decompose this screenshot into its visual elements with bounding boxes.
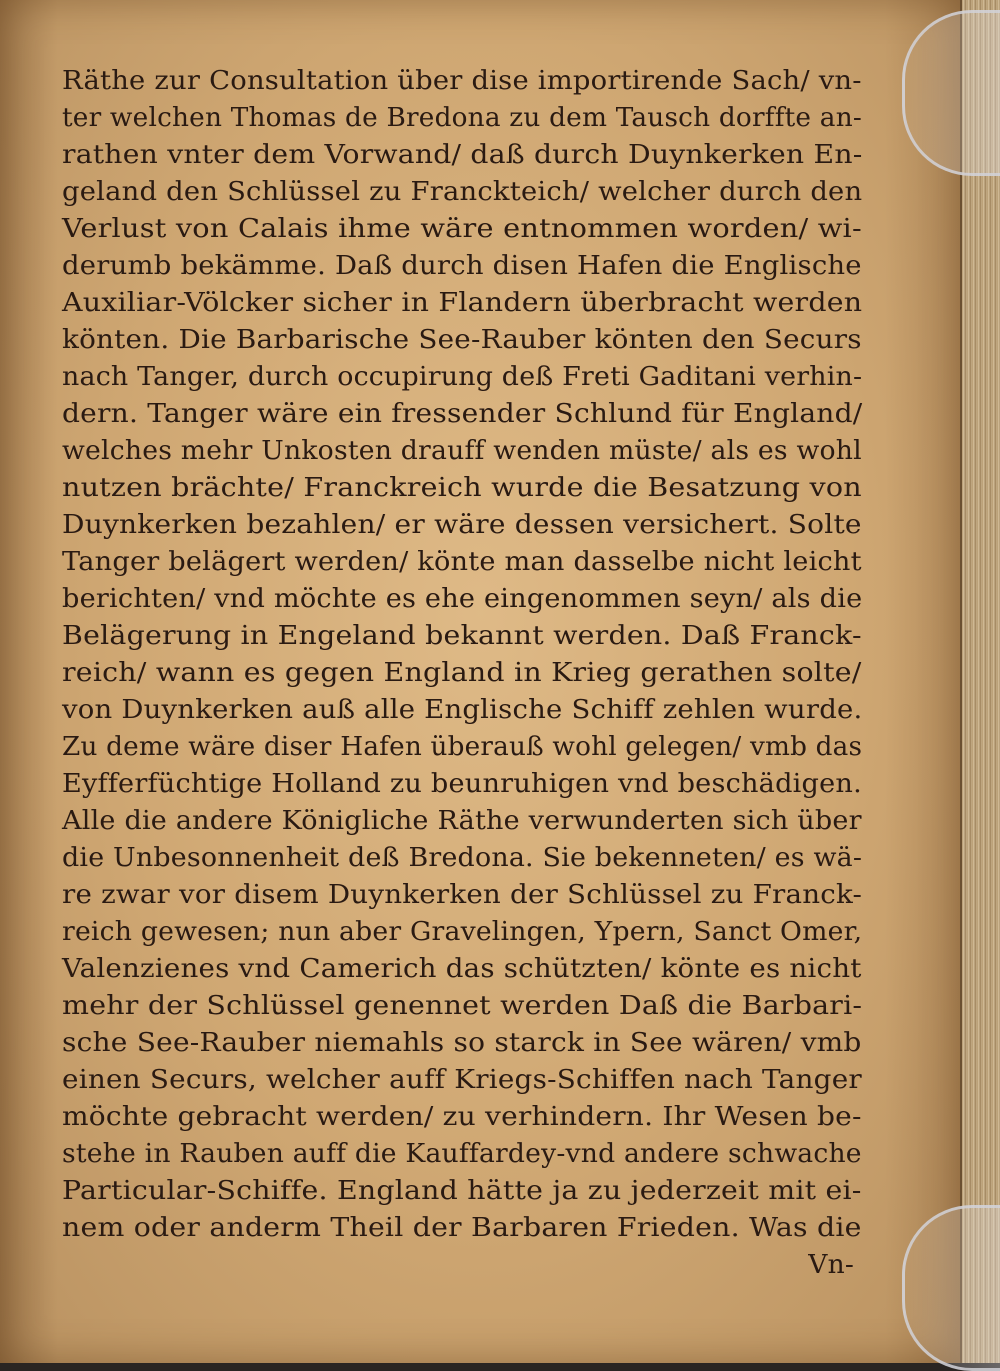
text-line: Verlust von Calais ihme wäre entnommen worden/ wi- [62,213,862,244]
text-line: reich gewesen; nun aber Gravelingen, Ypern, Sanct Omer, [62,916,863,947]
text-line: sche See-Rauber niemahls so starck in See wären/ vmb [62,1027,862,1058]
text-line: welches mehr Unkosten drauff wenden müste/ als es wohl [62,435,862,466]
page-text-block [62,62,862,1283]
text-line: stehe in Rauben auff die Kauffardey-vnd andere schwache [62,1138,862,1169]
text-line: reich/ wann es gegen England in Krieg gerathen solte/ [62,657,862,688]
text-line: Particular-Schiffe. England hätte ja zu jederzeit mit ei- [62,1175,862,1206]
text-line: von Duynkerken auß alle Englische Schiff zehlen wurde. [62,694,863,725]
text-line: einen Securs, welcher auff Kriegs-Schiffen nach Tanger [62,1064,862,1095]
text-line: rathen vnter dem Vorwand/ daß durch Duynkerken En- [62,139,863,170]
text-line: nach Tanger, durch occupirung deß Freti Gaditani verhin- [62,361,863,392]
text-line: nutzen brächte/ Franckreich wurde die Besatzung von [62,472,862,503]
text-line: Alle die andere Königliche Räthe verwunderten sich über [62,805,862,836]
text-line: ter welchen Thomas de Bredona zu dem Tausch dorffte an- [62,102,862,133]
text-line: Auxiliar-Völcker sicher in Flandern überbracht werden [62,287,863,318]
text-line: Eyfferfüchtige Holland zu beunruhigen vnd beschädigen. [62,768,862,799]
text-line: derumb bekämme. Daß durch disen Hafen die Englische [62,250,862,281]
text-line: geland den Schlüssel zu Franckteich/ welcher durch den [62,176,863,207]
text-line: Zu deme wäre diser Hafen überauß wohl gelegen/ vmb das [62,731,863,762]
text-line: Belägerung in Engeland bekannt werden. Daß Franck- [62,620,862,651]
text-line: Tanger belägert werden/ könte man dasselbe nicht leicht [62,546,862,577]
text-line: dern. Tanger wäre ein fressender Schlund für England/ [62,398,863,429]
text-line: nem oder anderm Theil der Barbaren Frieden. Was die [62,1212,862,1243]
text-line: möchte gebracht werden/ zu verhindern. Ihr Wesen be- [62,1101,862,1132]
text-line: Valenzienes vnd Camerich das schützten/ könte es nicht [62,953,862,984]
text-line: Duynkerken bezahlen/ er wäre dessen versichert. Solte [62,509,862,540]
catchword: Vn- [808,1249,854,1280]
text-line: mehr der Schlüssel genennet werden Daß die Barbari- [62,990,863,1021]
text-line: könten. Die Barbarische See-Rauber könten den Securs [62,324,862,355]
text-line: die Unbesonnenheit deß Bredona. Sie bekenneten/ es wä- [62,842,863,873]
text-line: berichten/ vnd möchte es ehe eingenommen seyn/ als die [62,583,863,614]
page-edges [960,0,1000,1363]
text-line: re zwar vor disem Duynkerken der Schlüssel zu Franck- [62,879,863,910]
text-line: Räthe zur Consultation über dise importirende Sach/ vn- [62,65,862,96]
